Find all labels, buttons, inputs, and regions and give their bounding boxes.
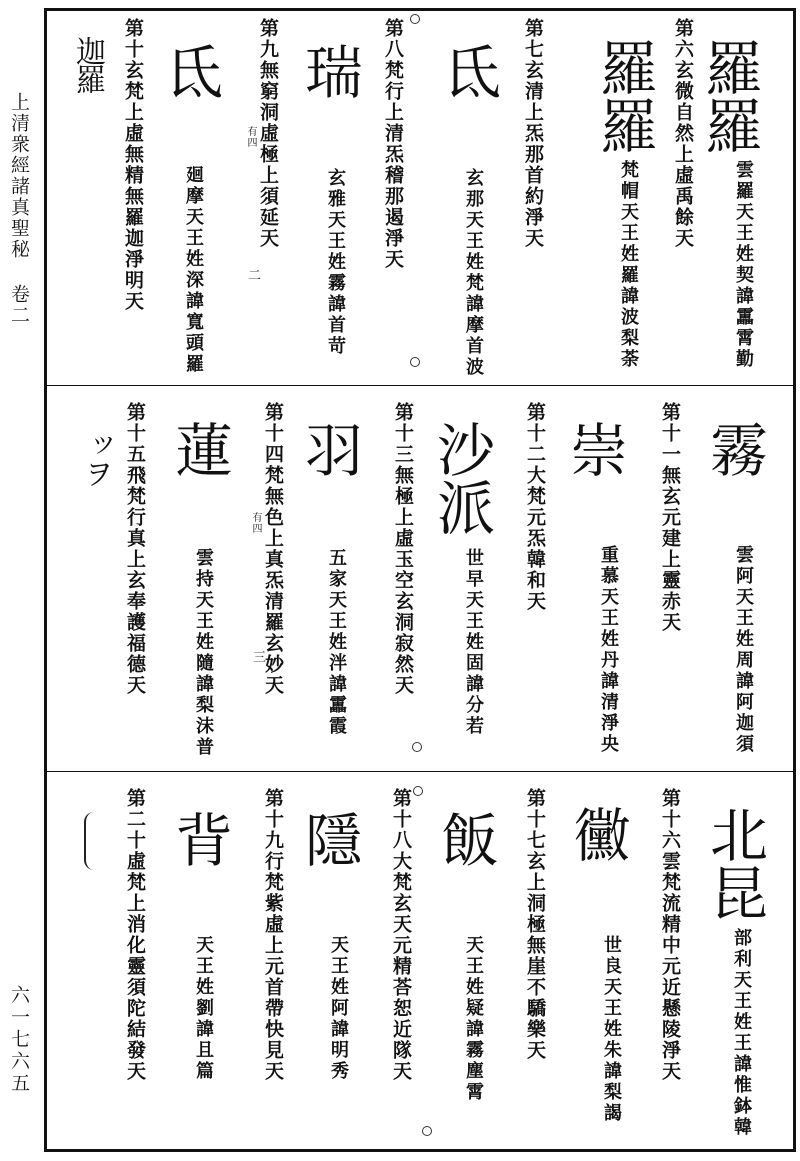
heaven-annotation: 部利天王姓王諱惟鉢韓 [731, 928, 752, 1138]
seal-glyph: 黴 [563, 805, 631, 863]
page-number: 六一七六五 [8, 985, 30, 1095]
heaven-heading: 第十八大梵玄天元精荅恕近隊天 [390, 788, 412, 1082]
circle-mark [422, 1126, 432, 1136]
seal-glyph: 飯 [431, 810, 499, 868]
heaven-annotation: 雲阿天王姓周諱阿迦須 [733, 545, 754, 755]
heaven-heading: 第十四梵無色上真炁清羅玄妙天 [262, 402, 284, 696]
heaven-annotation: 五家天王姓泮諱靁霞 [326, 548, 347, 737]
seal-glyph: 羅羅 [590, 38, 658, 154]
seal-glyph: 沙派 [427, 420, 495, 536]
heaven-heading: 第九無窮洞虛極上須延天 [257, 18, 279, 249]
heaven-heading: 第七玄清上炁那首約淨天 [522, 18, 544, 249]
heaven-heading: 第十三無極上虛玉空玄洞寂然天 [392, 402, 414, 696]
section-divider [44, 385, 796, 386]
seal-glyph: 蓮 [165, 420, 233, 478]
heaven-heading: 第十一無玄元建上靈赤天 [659, 402, 681, 633]
heaven-annotation: 重慕天王姓丹諱清淨央 [598, 545, 619, 755]
seal-glyph: 北昆 [700, 805, 768, 921]
heaven-heading: 第十七玄上洞極無崖不驕樂天 [524, 788, 546, 1061]
heaven-heading: 第六玄微自然上虛禹餘天 [672, 18, 694, 249]
heaven-heading: 第八梵行上清炁稽那遏淨天 [382, 18, 404, 270]
seal-glyph: 崇 [560, 420, 628, 478]
heading-note: 有四 [250, 512, 261, 534]
heading-number: 二 [245, 268, 260, 282]
book-title: 上清衆經諸真聖秘 卷二 [8, 92, 30, 326]
seal-glyph: ッヲ [78, 430, 113, 486]
heaven-heading: 第二十虛梵上消化靈須陀結發天 [124, 788, 146, 1082]
heaven-heading: 第十二大梵元炁韓和天 [524, 402, 546, 612]
heaven-annotation: 廻摩天王姓深諱寬頭羅 [183, 165, 204, 375]
heaven-annotation: 雲羅天王姓契諱靁霄勤 [733, 160, 754, 370]
circle-mark [410, 357, 420, 367]
heading-note: 有四 [245, 126, 256, 148]
seal-glyph: 瑞 [295, 42, 363, 100]
heaven-annotation: 世良天王姓朱諱梨謁 [601, 935, 622, 1124]
seal-glyph: 背 [165, 810, 233, 868]
heaven-annotation: 雲持天王姓隨諱梨沫普 [193, 548, 214, 758]
seal-glyph: 迦羅 [70, 36, 105, 92]
seal-glyph: 霧 [700, 420, 768, 478]
heaven-annotation: 世早天王姓固諱分若 [463, 548, 484, 737]
heading-number: 三 [250, 650, 265, 664]
circle-mark [412, 742, 422, 752]
circle-mark [410, 14, 420, 24]
seal-glyph: 氐 [433, 42, 501, 100]
heaven-annotation: 玄那天王姓梵諱摩首波 [463, 168, 484, 378]
heaven-heading: 第十五飛梵行真上玄奉護福德天 [124, 402, 146, 696]
circle-mark [413, 786, 423, 796]
heaven-heading: 第十玄梵上虛無精無羅迦淨明天 [122, 18, 144, 312]
heaven-annotation: 天王姓劉諱且篇 [193, 935, 214, 1082]
seal-glyph: 羽 [295, 420, 363, 478]
seal-glyph: 氐 [155, 42, 223, 100]
section-divider [44, 771, 796, 772]
heaven-annotation: 天王姓阿諱明秀 [328, 935, 349, 1082]
heaven-annotation: 玄雅天王姓霧諱首苛 [325, 168, 346, 357]
heaven-heading: 第十六雲梵流精中元近懸陵淨天 [659, 788, 681, 1082]
seal-glyph: 隱 [295, 810, 363, 868]
heaven-annotation: 天王姓疑諱霧塵霄 [463, 935, 484, 1103]
heaven-annotation: 梵帽天王姓羅諱波梨荼 [618, 160, 639, 370]
seal-glyph: 羅羅 [695, 38, 763, 154]
seal-stroke [84, 812, 104, 870]
heaven-heading: 第十九行梵紫虛上元首帶快見天 [262, 788, 284, 1082]
